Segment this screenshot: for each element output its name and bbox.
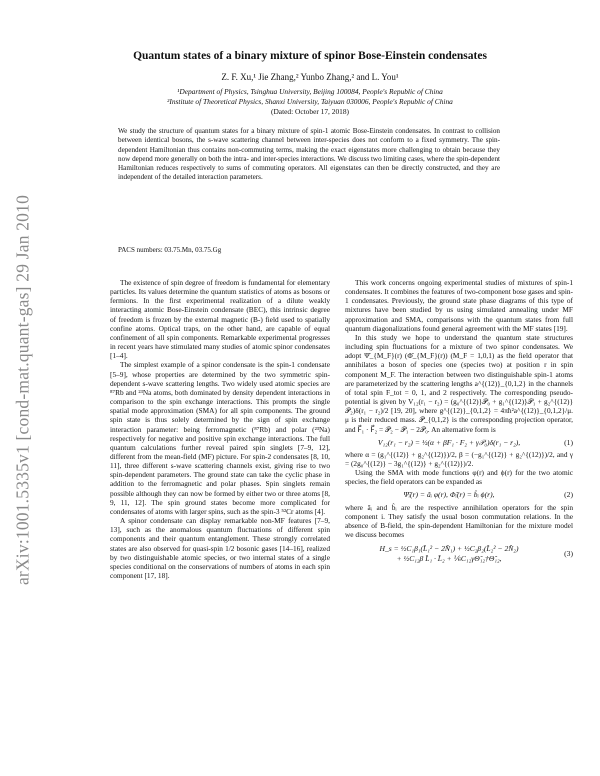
arxiv-sidebar-stamp [8, 170, 38, 610]
equation-line: H_s = ½C₁β₁(L̂₁² − 2N̂₁) + ½C₂β₂(L̂₂² − 2N̂₂) [379, 544, 519, 554]
paragraph: where âᵢ and b̂ᵢ are the respective annihilation operators for the spin component i. They satisfy the usual boson commutation relations. In the absence of B-field, the spin-dependent Hamiltonian for the mixture model we discuss becomes [345, 502, 573, 540]
equation-line: + ½C₁₂β L̂₁ · L̂₂ + ⅙C₁₂γΘ̂₁₂†Θ̂₁₂, [396, 554, 502, 564]
equation-body: V₁₂(r₁ − r₂) = ½(α + βF₁ · F₂ + γ𝒫₀)δ(r₁ − r₂), [377, 437, 521, 447]
equation-2 [345, 490, 573, 499]
affiliation-1: ¹Department of Physics, Tsinghua University, Beijing 100084, People's Republic of China [177, 87, 443, 96]
paragraph: where α = (g₁^{(12)} + g₂^{(12)})/2, β = (−g₁^{(12)} + g₂^{(12)})/2, and γ = (2g₀^{(12)} − 3g₁^{(12)} + g₂^{(12)})/2. [345, 449, 573, 468]
equation-3 [345, 543, 573, 564]
paper-title: Quantum states of a binary mixture of spinor Bose-Einstein condensates [133, 50, 487, 62]
paragraph: This work concerns ongoing experimental studies of mixtures of spin-1 condensates. It combines the features of two-component bose gases and spin-1 condensates. Previously, the ground state phase diagrams of this type of mixtures have been studied by us using simulated annealing under MF approximation and SMA, comparisons with the quantum states from full quantum diagonalizations found general agreement with the MF states [19]. [345, 278, 573, 333]
equation-number: (3) [564, 549, 573, 559]
left-column [110, 278, 330, 580]
equation-number: (2) [564, 490, 573, 500]
abstract: We study the structure of quantum states for a binary mixture of spin-1 atomic Bose-Einstein condensates. In contrast to collision between identical bosons, the s-wave scattering channel between inter-species does not conform to a fixed symmetry. The spin-dependent Hamiltonian thus contains non-commuting terms, making the exact eigenstates more challenging to obtain because they now depend more generally on both the intra- and inter-species interactions. We discuss two limiting cases, where the spin-dependent Hamiltonian reduces respectively to sums of commuting operators. All eigenstates can then be directly constructed, and they are independent of the detailed interaction parameters. [118, 127, 500, 182]
equation-1 [345, 438, 573, 447]
equation-number: (1) [564, 437, 573, 447]
pacs-numbers: PACS numbers: 03.75.Mn, 03.75.Gg [118, 246, 222, 254]
paragraph: A spinor condensate can display remarkable non-MF features [7–9, 13], such as the anomalous quantum fluctuations of different spin components and their quantum entanglement. These strongly correlated states are also observed for quasi-spin 1/2 bosonic gases [14–16], realized by two distinguishable atomic species, or two internal states of a single species conditional on the conservations of numbers of atoms in each spin component [17, 18]. [110, 516, 330, 580]
date-line: (Dated: October 17, 2018) [271, 107, 349, 116]
equation-body [345, 543, 553, 564]
paragraph: In this study we hope to understand the quantum state structures including spin fluctuations for a mixture of two spinor condensates. We adopt Ψ̂_{M_F}(r) (Φ̂_{M_F}(r)) (M_F = 1,0,1) as the field operator that annihilates a boson of species one (species two) at position r in spin component M_F. The interaction between two distinguishable spin-1 atoms are parameterized by the scattering lengths a^{(12)}_{0,1,2} in the channels of total spin F_tot = 0, 1, and 2 respectively. The corresponding pseudo-potential is given by V₁₂(r₁ − r₂) = (g₀^{(12)}𝒫₀ + g₁^{(12)}𝒫₁ + g₂^{(12)}𝒫₂)δ(r₁ − r₂)/2 [19, 20], where g^{(12)}_{0,1,2} = 4πħ²a^{(12)}_{0,1,2}/μ. μ is their reduced mass. 𝒫_{0,1,2} is the corresponding projection operator, and F⃗₁ · F⃗₂ = 𝒫₂ − 𝒫₁ − 2𝒫₀. An alternative form is [345, 332, 573, 434]
paragraph: The simplest example of a spinor condensate is the spin-1 condensate [5–9], whose properties are determined by the two symmetric spin-dependent s-wave scattering lengths. Two widely used atomic species are ⁸⁷Rb and ²³Na atoms, both dominated by density dependent interactions in comparison to the spin exchange interactions. This prompts the single spatial mode approximation (SMA) for all spin components. The ground spin state is thus solely determined by the sign of spin exchange interaction parameter: being ferromagnetic (⁸⁷Rb) and polar (²³Na) respectively for negative and positive spin exchange interactions. The full quantum calculations further reveal paired spin singlets [7–9, 12], different from the mean-field (MF) picture. For spin-2 condensates [8, 10, 11], three different s-wave scattering channels exist, giving rise to two spin-dependent parameters. The ground state can take the cyclic phase in addition to the ferromagnetic and polar phases. Spin singlets remain possible although they can now be formed by either two or three atoms [8, 9, 11, 12]. The spin ground states become more complicated for condensates of atoms with larger spins, such as the spin-3 ⁵²Cr atoms [4]. [110, 360, 330, 516]
affiliation-2: ²Institute of Theoretical Physics, Shanxi University, Taiyuan 030006, People's Republic of China [167, 97, 453, 106]
equation-body: Ψ̂ᵢ(r) = âᵢ φ(r), Φ̂ᵢ(r) = b̂ᵢ ϕ(r), [403, 490, 495, 500]
paragraph: The existence of spin degree of freedom is fundamental for elementary particles. Its values determine the quantum statistics of atoms as bosons or fermions. In the first experimental realization of a dilute weakly interacting atomic Bose-Einstein condensate (BEC), this intrinsic degree of freedom is frozen by the external magnetic (B-) field used to spatially confine atoms. Optical traps, on the other hand, are capable of equal confinement of all spin components. Remarkable experimental progresses in recent years have stimulated many studies of atomic spinor condensates [1–4]. [110, 278, 330, 361]
right-column [345, 278, 573, 568]
paragraph: Using the SMA with mode functions φ(r) and ϕ(r) for the two atomic species, the field operators can be expanded as [345, 468, 573, 487]
arxiv-id: arXiv:1001.5335v1 [cond-mat.quant-gas] 29 Jan 2010 [12, 194, 33, 586]
author-list: Z. F. Xu,¹ Jie Zhang,² Yunbo Zhang,² and L. You¹ [221, 72, 399, 82]
